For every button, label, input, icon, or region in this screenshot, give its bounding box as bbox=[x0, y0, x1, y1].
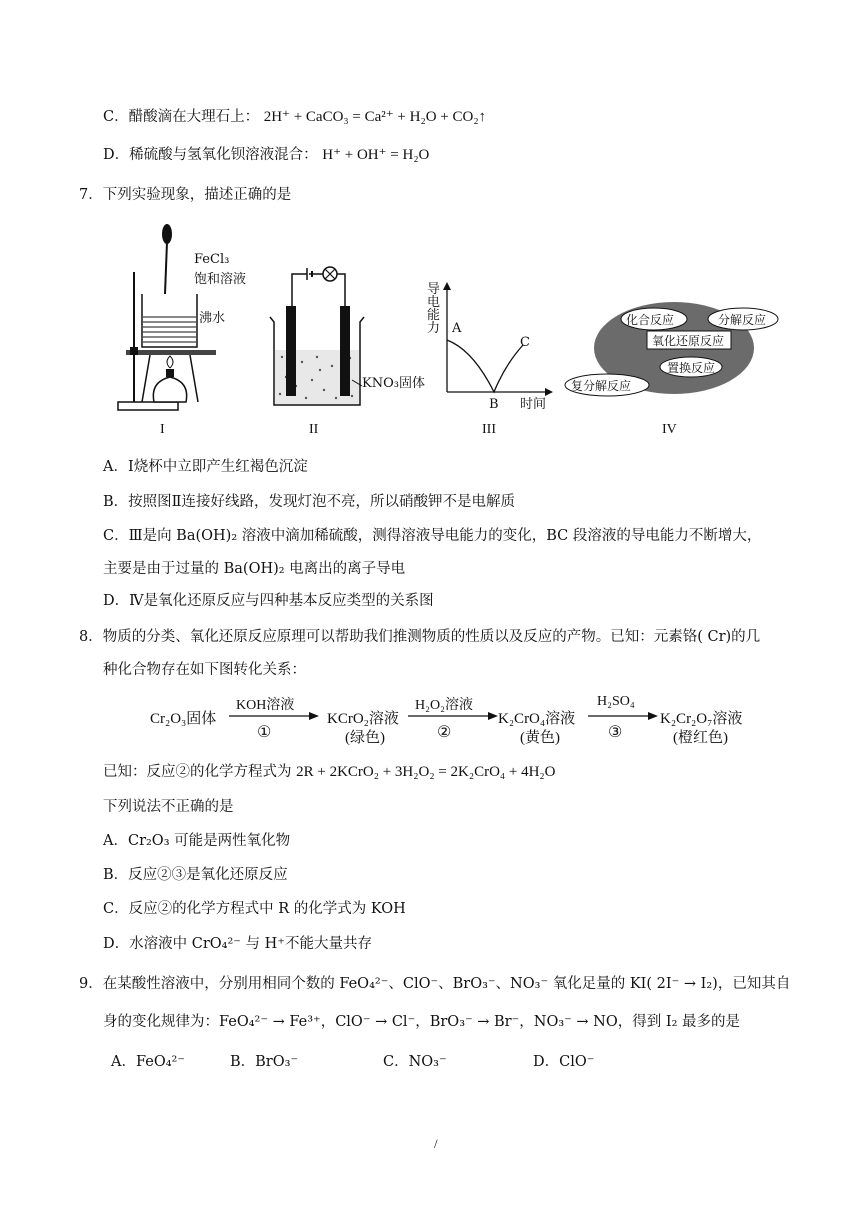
q8-stem-line2: 种化合物存在如下图转化关系： bbox=[103, 662, 306, 678]
figure-i-reagent: FeCl₃ bbox=[194, 252, 230, 267]
q9-option-c: C．NO₃⁻ bbox=[383, 1054, 447, 1070]
q8-ask: 下列说法不正确的是 bbox=[103, 799, 234, 815]
q8-known-text: 已知：反应②的化学方程式为 bbox=[103, 764, 292, 780]
q7-option-c-line1: C．Ⅲ是向 Ba(OH)₂ 溶液中滴加稀硫酸，测得溶液导电能力的变化，BC 段溶液的导电能力不断增大， bbox=[103, 528, 762, 544]
chain-kcro2-color: (绿色) bbox=[345, 730, 385, 746]
figure-iv-combination-reaction: 化合反应 bbox=[626, 313, 675, 327]
q6-option-d-text: D．稀硫酸与氢氧化钡溶液混合： bbox=[103, 147, 318, 163]
chain-arrow-1 bbox=[229, 711, 319, 721]
q9-option-a: A．FeO₄²⁻ bbox=[111, 1054, 185, 1070]
chain-kcro2: KCrO₂溶液 bbox=[327, 711, 399, 727]
q8-known bbox=[103, 762, 556, 782]
q8-option-b: B．反应②③是氧化还原反应 bbox=[103, 867, 288, 883]
chain-cr2o3: Cr₂O₃固体 bbox=[150, 711, 217, 727]
figure-ii-solid-label: KNO₃固体 bbox=[362, 376, 425, 391]
chain-k2cro4: K₂CrO₄溶液 bbox=[498, 711, 576, 727]
figure-iv-redox-reaction: 氧化还原反应 bbox=[652, 334, 725, 348]
figure-ii-label: II bbox=[309, 422, 319, 437]
figure-iv-label: IV bbox=[662, 422, 677, 437]
q7-option-d: D．Ⅳ是氧化还原反应与四种基本反应类型的关系图 bbox=[103, 593, 434, 609]
figure-i-label: I bbox=[160, 422, 165, 437]
chain-k2cr2o7: K₂Cr₂O₇溶液 bbox=[660, 711, 743, 727]
chain-arrow-3 bbox=[588, 711, 658, 721]
q8-option-c: C．反应②的化学方程式中 R 的化学式为 KOH bbox=[103, 901, 406, 917]
figure-iii-point-c: C bbox=[520, 335, 530, 350]
chain-step-1: ① bbox=[257, 724, 272, 741]
q9-stem-line1: 9．在某酸性溶液中，分别用相同个数的 FeO₄²⁻、ClO⁻、BrO₃⁻、NO₃⁻ 氧化足量的 KI( 2I⁻ → I₂)，已知其自 bbox=[79, 976, 791, 992]
q6-option-d-equation: H⁺ + OH⁺ = H₂O bbox=[322, 147, 430, 163]
chain-step-2: ② bbox=[437, 724, 452, 741]
chain-reagent-1: KOH溶液 bbox=[236, 698, 295, 713]
figure-iii-y-axis-label: 导电能力 bbox=[427, 282, 441, 336]
figure-iii-point-a: A bbox=[452, 321, 462, 336]
q8-known-equation: 2R + 2KCrO₂ + 3H₂O₂ = 2K₂CrO₄ + 4H₂O bbox=[296, 764, 556, 780]
q8-option-a: A．Cr₂O₃ 可能是两性氧化物 bbox=[103, 833, 291, 849]
q6-option-c-text: C．醋酸滴在大理石上： bbox=[103, 109, 260, 125]
page-number: / bbox=[434, 1136, 438, 1151]
q7-option-a: A．Ⅰ烧杯中立即产生红褐色沉淀 bbox=[103, 459, 308, 475]
q9-stem-line2: 身的变化规律为：FeO₄²⁻ → Fe³⁺，ClO⁻ → Cl⁻，BrO₃⁻ → Br⁻，NO₃⁻ → NO，得到 I₂ 最多的是 bbox=[103, 1014, 741, 1030]
q6-option-d bbox=[103, 145, 429, 165]
figure-iv-decomposition-reaction: 分解反应 bbox=[718, 313, 767, 327]
q9-option-b: B．BrO₃⁻ bbox=[230, 1054, 299, 1070]
q7-option-b: B．按照图Ⅱ连接好线路，发现灯泡不亮，所以硝酸钾不是电解质 bbox=[103, 494, 516, 510]
q7-option-c-line2: 主要是由于过量的 Ba(OH)₂ 电离出的离子导电 bbox=[103, 561, 406, 577]
q7-stem: 7．下列实验现象，描述正确的是 bbox=[79, 187, 292, 203]
q8-stem-line1: 8．物质的分类、氧化还原反应原理可以帮助我们推测物质的性质以及反应的产物。已知：元素铬( Cr)的几 bbox=[79, 629, 761, 645]
figure-iv-displacement-reaction: 置换反应 bbox=[667, 361, 716, 375]
chain-k2cro4-color: (黄色) bbox=[520, 730, 560, 746]
q9-option-d: D．ClO⁻ bbox=[533, 1054, 595, 1070]
chain-reagent-3: H₂SO₄ bbox=[597, 694, 635, 709]
q6-option-c-equation: 2H⁺ + CaCO₃ = Ca²⁺ + H₂O + CO₂↑ bbox=[263, 109, 487, 125]
chain-arrow-2 bbox=[408, 711, 498, 721]
figure-iii-point-b: B bbox=[489, 397, 499, 412]
figure-ii-apparatus bbox=[262, 262, 372, 412]
figure-iii-x-axis-label: 时间 bbox=[520, 397, 547, 412]
q8-option-d: D．水溶液中 CrO₄²⁻ 与 H⁺不能大量共存 bbox=[103, 936, 372, 952]
q6-option-c bbox=[103, 107, 486, 127]
figure-iii-label: III bbox=[482, 422, 496, 437]
figure-i-reagent-note: 饱和溶液 bbox=[194, 272, 247, 287]
figure-iv-double-decomposition-reaction: 复分解反应 bbox=[571, 379, 632, 393]
chain-step-3: ③ bbox=[608, 724, 623, 741]
chain-reagent-2: H₂O₂溶液 bbox=[415, 698, 473, 713]
figure-i-water-label: 沸水 bbox=[199, 311, 226, 326]
chain-k2cr2o7-color: (橙红色) bbox=[673, 730, 728, 746]
